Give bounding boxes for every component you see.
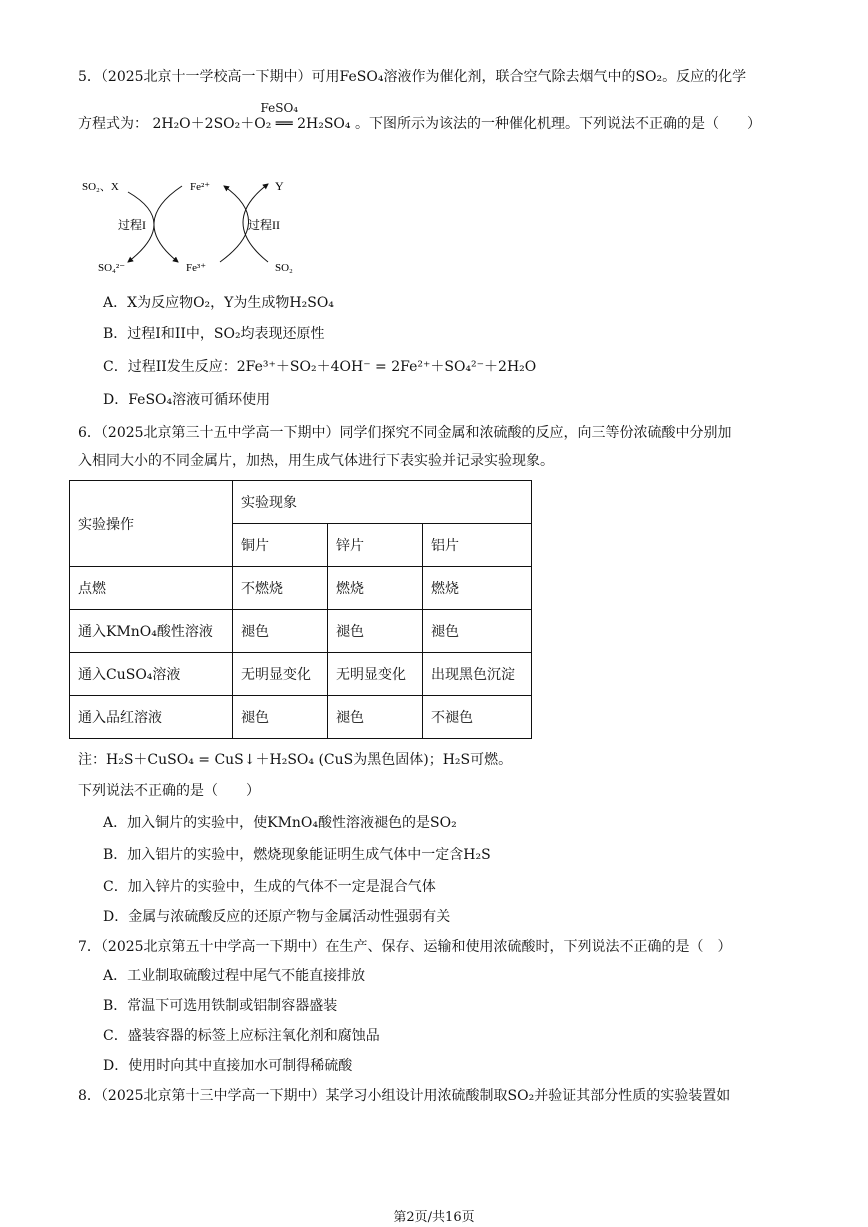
q5-equation-text: 2H₂O＋2SO₂＋O₂ ══ 2H₂SO₄ xyxy=(152,116,351,132)
diagram-label-process1: 过程I xyxy=(118,218,146,232)
q6-stem-line1: 6．（2025北京第三十五中学高一下期中）同学们探究不同金属和浓硫酸的反应，向三等份浓硫酸中分别加 xyxy=(78,425,732,441)
table-cell-op: 通入KMnO₄酸性溶液 xyxy=(70,610,233,653)
q6-option-a: A．加入铜片的实验中，使KMnO₄酸性溶液褪色的是SO₂ xyxy=(103,815,457,831)
table-row xyxy=(70,653,532,696)
diagram-label-so2-x: SO₂、X xyxy=(82,181,119,193)
table-cell-op: 点燃 xyxy=(70,567,233,610)
q6-note: 注：H₂S＋CuSO₄ = CuS↓＋H₂SO₄ (CuS为黑色固体)；H₂S可燃。 xyxy=(78,752,513,768)
q5-option-b: B．过程I和II中，SO₂均表现还原性 xyxy=(103,326,325,342)
diagram-label-so2: SO₂ xyxy=(275,262,293,274)
table-cell-op: 通入CuSO₄溶液 xyxy=(70,653,233,696)
table-cell: 褪色 xyxy=(423,610,532,653)
table-header-phenomenon: 实验现象 xyxy=(233,481,532,524)
q5-option-c: C．过程II发生反应：2Fe³⁺＋SO₂＋4OH⁻ = 2Fe²⁺＋SO₄²⁻＋2H₂O xyxy=(103,359,537,375)
q5-option-a: A．X为反应物O₂，Y为生成物H₂SO₄ xyxy=(103,295,334,311)
table-header-operation: 实验操作 xyxy=(70,481,233,567)
diagram-label-fe2: Fe²⁺ xyxy=(190,181,211,193)
table-header-metal: 铜片 xyxy=(233,524,328,567)
q6-stem-line2: 入相同大小的不同金属片，加热，用生成气体进行下表实验并记录实验现象。 xyxy=(78,453,554,469)
arrow-fe3-to-fe2 xyxy=(220,186,249,262)
table-cell: 褪色 xyxy=(328,610,423,653)
table-cell: 褪色 xyxy=(233,610,328,653)
table-cell: 褪色 xyxy=(328,696,423,739)
q6-question: 下列说法不正确的是（ ） xyxy=(78,783,260,799)
table-cell: 褪色 xyxy=(233,696,328,739)
q5-equation xyxy=(152,101,351,134)
table-cell: 出现黑色沉淀 xyxy=(423,653,532,696)
q5-stem-line2 xyxy=(78,101,761,134)
table-cell: 无明显变化 xyxy=(233,653,328,696)
arrow-fe2-to-fe3 xyxy=(154,186,182,262)
table-row xyxy=(70,610,532,653)
q7-stem: 7．（2025北京第五十中学高一下期中）在生产、保存、运输和使用浓硫酸时，下列说法不正确的是（ ） xyxy=(78,939,732,955)
diagram-label-process2: 过程II xyxy=(248,218,280,232)
table-cell: 燃烧 xyxy=(328,567,423,610)
q6-option-c: C．加入锌片的实验中，生成的气体不一定是混合气体 xyxy=(103,879,436,895)
q7-option-d: D．使用时向其中直接加水可制得稀硫酸 xyxy=(103,1058,353,1074)
q5-stem-line1: 5．（2025北京十一学校高一下期中）可用FeSO₄溶液作为催化剂，联合空气除去烟气中的SO₂。反应的化学 xyxy=(78,69,747,85)
q5-catalyst: FeSO₄ xyxy=(260,101,299,115)
q7-option-b: B．常温下可选用铁制或铝制容器盛装 xyxy=(103,998,338,1014)
diagram-label-so4: SO₄²⁻ xyxy=(98,262,126,274)
diagram-label-y: Y xyxy=(275,179,284,193)
q5-stem-prefix: 方程式为： xyxy=(78,116,148,132)
page-footer: 第2页/共16页 xyxy=(393,1210,475,1225)
table-cell-op: 通入品红溶液 xyxy=(70,696,233,739)
table-cell: 无明显变化 xyxy=(328,653,423,696)
q8-stem: 8．（2025北京第十三中学高一下期中）某学习小组设计用浓硫酸制取SO₂并验证其部分性质的实验装置如 xyxy=(78,1088,731,1104)
q5-option-d: D．FeSO₄溶液可循环使用 xyxy=(103,392,271,408)
q6-option-d: D．金属与浓硫酸反应的还原产物与金属活动性强弱有关 xyxy=(103,909,451,925)
q7-option-c: C．盛装容器的标签上应标注氧化剂和腐蚀品 xyxy=(103,1028,380,1044)
q7-option-a: A．工业制取硫酸过程中尾气不能直接排放 xyxy=(103,968,366,984)
q6-option-b: B．加入铝片的实验中，燃烧现象能证明生成气体中一定含H₂S xyxy=(103,847,491,863)
q5-mechanism-diagram xyxy=(70,170,320,280)
table-header-metal: 锌片 xyxy=(328,524,423,567)
q5-stem-suffix: 。下图所示为该法的一种催化机理。下列说法不正确的是（ ） xyxy=(354,116,761,132)
table-row xyxy=(70,696,532,739)
table-row xyxy=(70,567,532,610)
table-cell: 不燃烧 xyxy=(233,567,328,610)
q6-experiment-table xyxy=(69,480,532,739)
table-header-metal: 铝片 xyxy=(423,524,532,567)
diagram-label-fe3: Fe³⁺ xyxy=(186,262,207,274)
table-cell: 不褪色 xyxy=(423,696,532,739)
table-cell: 燃烧 xyxy=(423,567,532,610)
